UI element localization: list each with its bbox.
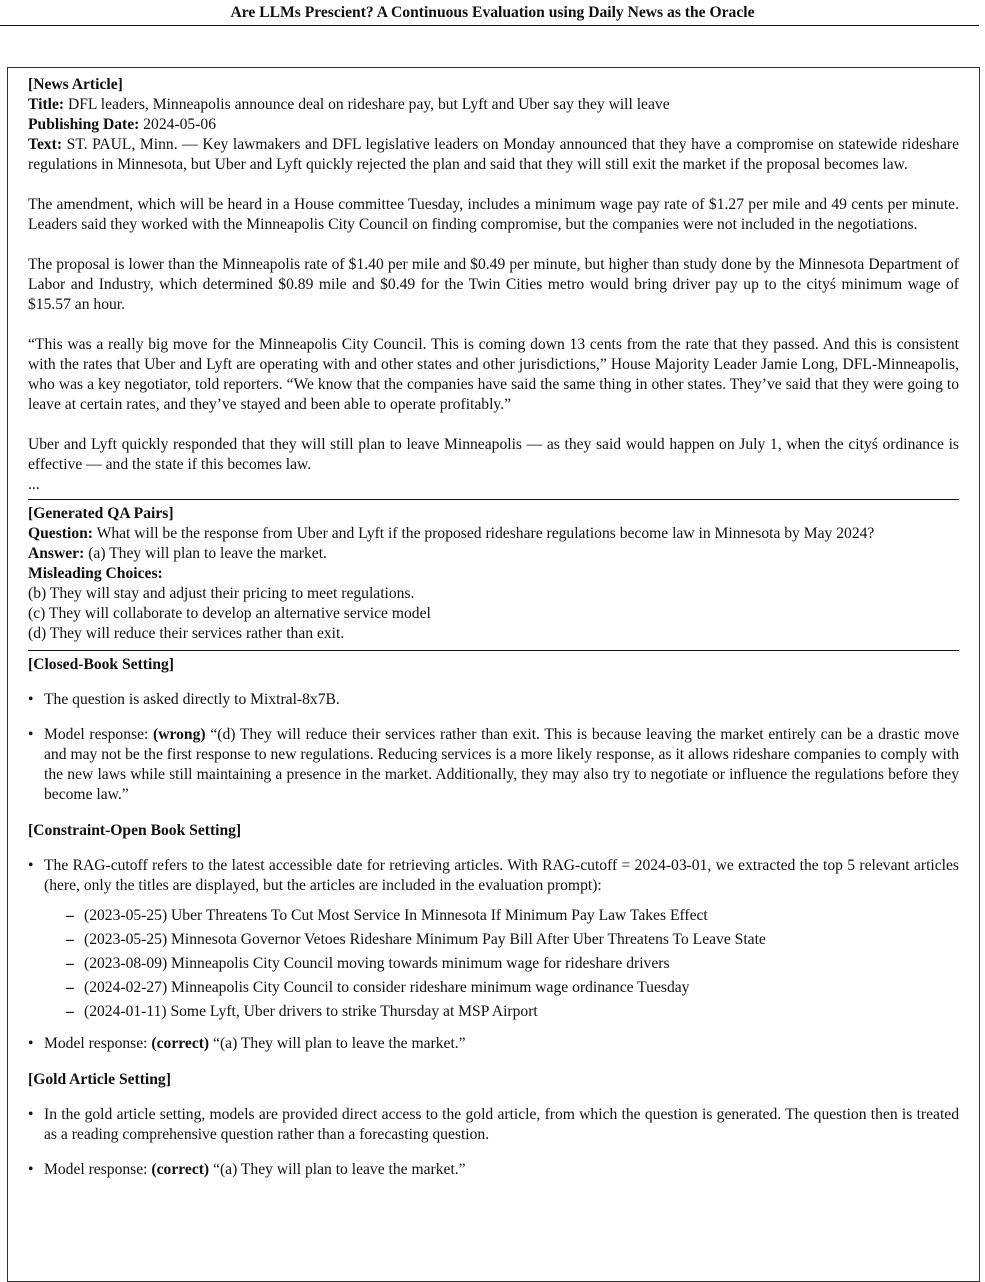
dash-glyph: – <box>66 1003 74 1020</box>
bullet-glyph: • <box>28 691 34 708</box>
article-paragraph <box>28 135 959 175</box>
misleading-label <box>28 564 959 584</box>
article-ellipsis: ... <box>28 476 40 493</box>
misleading-choice: (d) They will reduce their services rather than exit. <box>28 625 345 642</box>
article-title-line <box>28 95 959 115</box>
question-line <box>28 524 959 544</box>
response-prefix: Model response: <box>44 1035 148 1052</box>
article-paragraph-text: ST. PAUL, Minn. — Key lawmakers and DFL legislative leaders on Monday announced that they have a compromise on statewide rideshare regulations in Minnesota, but Uber and Lyft quickly rejected the plan and said that they will still exit the market if the proposal becomes law. <box>28 136 960 173</box>
answer-line <box>28 544 959 564</box>
list-item <box>28 1034 959 1054</box>
retrieved-article-title: (2023-08-09) Minneapolis City Council moving towards minimum wage for rideshare drivers <box>84 955 670 972</box>
gold-article-list <box>28 1105 959 1180</box>
retrieved-article-title: (2024-01-11) Some Lyft, Uber drivers to strike Thursday at MSP Airport <box>84 1003 538 1020</box>
response-text: “(d) They will reduce their services rather than exit. This is because leaving the market entirely can be a drastic move and may not be the first response to new regulations. Reducing services is a more likely response, as it allows rideshare companies to comply with the new laws while still maintaining a presence in the market. Additionally, they may also try to negotiate or influence the regulations before they become law.” <box>44 726 959 803</box>
misleading-label-text: Misleading Choices: <box>28 565 163 582</box>
bullet-glyph: • <box>28 1161 34 1178</box>
answer-label: Answer: <box>28 545 85 562</box>
qa-section <box>28 504 959 644</box>
response-verdict: (correct) <box>151 1161 210 1178</box>
page-title: Are LLMs Prescient? A Continuous Evaluation using Daily News as the Oracle <box>230 4 755 21</box>
response-text: “(a) They will plan to leave the market.” <box>213 1035 466 1052</box>
gold-article-heading: [Gold Article Setting] <box>28 1071 171 1088</box>
list-item-text: The RAG-cutoff refers to the latest accessible date for retrieving articles. With RAG-cutoff = 2024-03-01, we extracted the top 5 relevant articles (here, only the titles are displayed, but the articles are included in the evaluation prompt): <box>44 857 959 894</box>
retrieved-article-title: (2023-05-25) Uber Threatens To Cut Most Service In Minnesota If Minimum Pay Law Takes Effect <box>84 907 708 924</box>
article-title: DFL leaders, Minneapolis announce deal on rideshare pay, but Lyft and Uber say they will leave <box>68 96 670 113</box>
closed-book-list <box>28 690 959 805</box>
retrieved-article-title: (2024-02-27) Minneapolis City Council to consider rideshare minimum wage ordinance Tuesday <box>84 979 690 996</box>
article-paragraph: Uber and Lyft quickly responded that they will still plan to leave Minneapolis — as they said would happen on July 1, when the cityś ordinance is effective — and the state if this becomes law. <box>28 436 959 473</box>
list-item-text: In the gold article setting, models are provided direct access to the gold article, from which the question is generated. The question then is treated as a reading comprehensive question rather than a forecasting question. <box>44 1106 959 1143</box>
title-label: Title: <box>28 96 65 113</box>
retrieved-article <box>44 930 959 950</box>
dash-glyph: – <box>66 979 74 996</box>
question-label: Question: <box>28 525 93 542</box>
misleading-choice: (c) They will collaborate to develop an alternative service model <box>28 605 431 622</box>
response-prefix: Model response: <box>44 1161 148 1178</box>
article-paragraph: The amendment, which will be heard in a House committee Tuesday, includes a minimum wage pay rate of $1.27 per mile and 49 cents per minute. Leaders said they worked with the Minneapolis City Council on finding compromise, but the companies were not included in the negotiations. <box>28 196 959 233</box>
constraint-open-heading: [Constraint-Open Book Setting] <box>28 822 242 839</box>
answer-text: (a) They will plan to leave the market. <box>88 545 327 562</box>
response-verdict: (wrong) <box>153 726 206 743</box>
constraint-open-list <box>28 856 959 1054</box>
header-rule <box>0 25 979 26</box>
response-prefix: Model response: <box>44 726 149 743</box>
retrieved-article <box>44 978 959 998</box>
text-label: Text: <box>28 136 63 153</box>
retrieved-article <box>44 906 959 926</box>
article-paragraph: The proposal is lower than the Minneapolis rate of $1.40 per mile and $0.49 per minute, but higher than study done by the Minnesota Department of Labor and Industry, which determined $0.89 mile and $0.49 for the Twin Cities metro would bring driver pay up to the cityś minimum wage of $15.57 an hour. <box>28 256 959 313</box>
retrieved-article <box>44 1002 959 1022</box>
retrieved-articles-list <box>44 906 959 1022</box>
dash-glyph: – <box>66 907 74 924</box>
response-verdict: (correct) <box>151 1035 210 1052</box>
retrieved-article <box>44 954 959 974</box>
closed-book-heading: [Closed-Book Setting] <box>28 656 174 673</box>
article-date: 2024-05-06 <box>143 116 217 133</box>
date-label: Publishing Date: <box>28 116 140 133</box>
misleading-choice: (b) They will stay and adjust their pricing to meet regulations. <box>28 585 415 602</box>
retrieved-article-title: (2023-05-25) Minnesota Governor Vetoes Rideshare Minimum Pay Bill After Uber Threatens To Leave State <box>84 931 766 948</box>
list-item <box>28 725 959 805</box>
list-item-text: The question is asked directly to Mixtral-8x7B. <box>44 691 340 708</box>
bullet-glyph: • <box>28 1035 34 1052</box>
list-item <box>28 856 959 1022</box>
section-divider <box>28 499 959 500</box>
bullet-glyph: • <box>28 857 34 874</box>
list-item <box>28 1105 959 1145</box>
question-text: What will be the response from Uber and Lyft if the proposed rideshare regulations become law in Minnesota by May 2024? <box>96 525 875 542</box>
list-item <box>28 690 959 710</box>
news-article-section <box>28 75 959 495</box>
qa-heading: [Generated QA Pairs] <box>28 505 174 522</box>
dash-glyph: – <box>66 931 74 948</box>
closed-book-section <box>28 655 959 805</box>
constraint-open-section <box>28 821 959 1054</box>
bullet-glyph: • <box>28 726 34 743</box>
dash-glyph: – <box>66 955 74 972</box>
gold-article-section <box>28 1070 959 1180</box>
section-divider <box>28 650 959 651</box>
article-paragraph: “This was a really big move for the Minneapolis City Council. This is coming down 13 cents from the rate that they passed. And this is consistent with the rates that Uber and Lyft are operating with and other states and other jurisdictions,” House Majority Leader Jamie Long, DFL-Minneapolis, who was a key negotiator, told reporters. “We know that the companies have said the same thing in other states. They’ve said that they were going to leave at certain rates, and they’ve stayed and been able to operate profitably.” <box>28 336 959 413</box>
example-box <box>7 67 980 1282</box>
response-text: “(a) They will plan to leave the market.” <box>213 1161 466 1178</box>
article-date-line <box>28 115 959 135</box>
list-item <box>28 1160 959 1180</box>
news-article-heading: [News Article] <box>28 76 123 93</box>
bullet-glyph: • <box>28 1106 34 1123</box>
